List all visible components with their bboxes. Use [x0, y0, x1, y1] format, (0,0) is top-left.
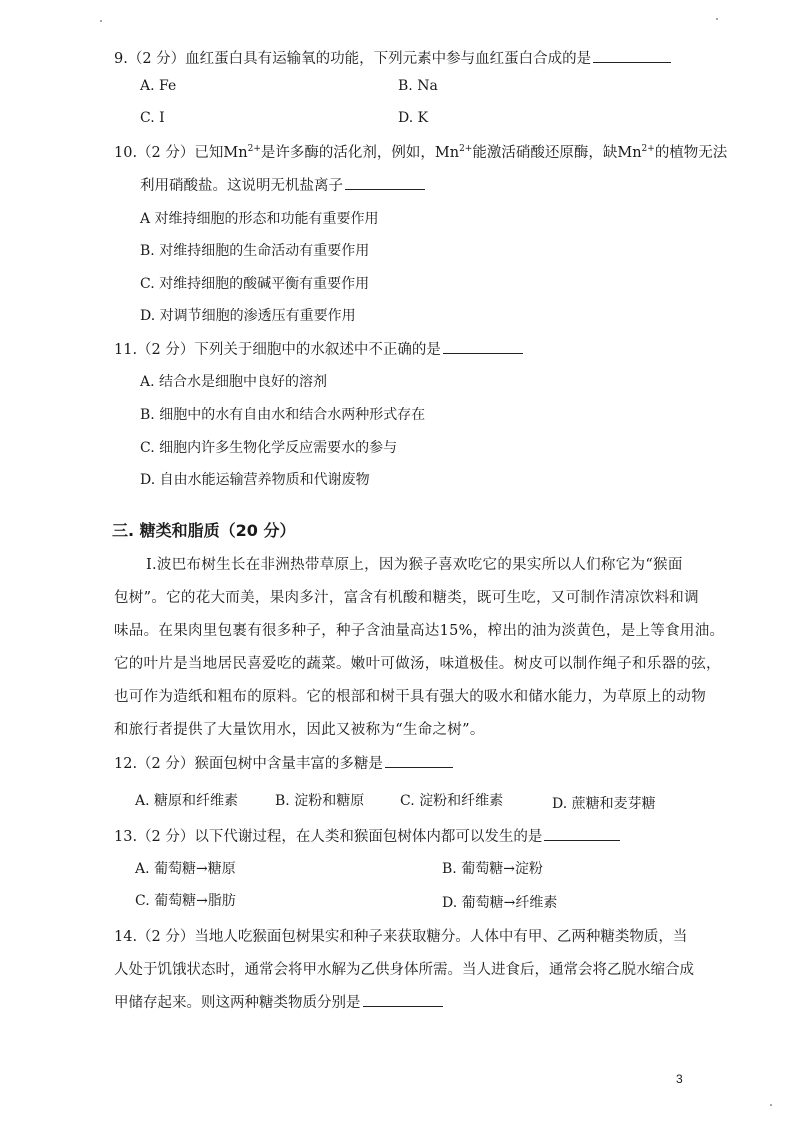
- q13-option-a: A. 葡萄糖→糖原: [135, 861, 236, 877]
- q9-option-c: C. I: [140, 110, 165, 126]
- scan-speck: [716, 18, 718, 20]
- q13-option-d: D. 葡萄糖→纤维素: [442, 895, 558, 911]
- q10-option-b: B. 对维持细胞的生命活动有重要作用: [140, 243, 370, 259]
- question-14-line2: 人处于饥饿状态时，通常会将甲水解为乙供身体所需。当人进食后，通常会将乙脱水缩合成: [114, 962, 694, 978]
- question-11: [114, 338, 523, 359]
- scan-speck: [770, 1104, 772, 1106]
- answer-blank[interactable]: [345, 174, 425, 190]
- scan-speck: [100, 20, 102, 22]
- q12-option-c: C. 淀粉和纤维素: [400, 793, 504, 809]
- q10-stem-line2: 利用硝酸盐。这说明无机盐离子: [140, 178, 343, 194]
- passage-line: 也可作为造纸和粗布的原料。它的根部和树干具有强大的吸水和储水能力，为草原上的动物: [114, 689, 706, 705]
- q9-option-b: B. Na: [398, 78, 438, 94]
- q10-stem-part: 能激活硝酸还原酶，缺Mn: [472, 145, 642, 161]
- question-13: [114, 825, 620, 846]
- q12-option-b: B. 淀粉和糖原: [275, 793, 365, 809]
- passage-line: 包树”。它的花大而美，果肉多汁，富含有机酸和糖类，既可生吃，又可制作清凉饮料和调: [114, 590, 699, 606]
- question-14-line3: [114, 991, 443, 1012]
- page-number: 3: [676, 1072, 683, 1086]
- question-14-line1: 14.（2 分）当地人吃猴面包树果实和种子来获取糖分。人体中有甲、乙两种糖类物质，当: [114, 929, 688, 945]
- question-13-stem: 13.（2 分）以下代谢过程，在人类和猴面包树体内都可以发生的是: [114, 829, 543, 845]
- question-12: [114, 752, 453, 773]
- answer-blank[interactable]: [544, 825, 620, 841]
- question-9-stem: 9.（2 分）血红蛋白具有运输氧的功能，下列元素中参与血红蛋白合成的是: [114, 51, 592, 67]
- q10-option-a: A 对维持细胞的形态和功能有重要作用: [140, 211, 379, 227]
- passage-line: 和旅行者提供了大量饮用水，因此又被称为“生命之树”。: [114, 722, 485, 738]
- question-11-stem: 11.（2 分）下列关于细胞中的水叙述中不正确的是: [114, 342, 441, 358]
- question-14-stem: 甲储存起来。则这两种糖类物质分别是: [114, 995, 361, 1011]
- answer-blank[interactable]: [363, 991, 443, 1007]
- q11-option-a: A. 结合水是细胞中良好的溶剂: [140, 374, 328, 390]
- q11-option-c: C. 细胞内许多生物化学反应需要水的参与: [140, 440, 398, 456]
- q10-option-d: D. 对调节细胞的渗透压有重要作用: [140, 308, 356, 324]
- q9-option-a: A. Fe: [140, 78, 177, 94]
- answer-blank[interactable]: [385, 752, 453, 768]
- q10-stem-part: 10.（2 分）已知Mn: [114, 145, 248, 161]
- q12-option-d: D. 蔗糖和麦芽糖: [552, 796, 656, 812]
- superscript: 2+: [247, 144, 261, 155]
- passage-line: 它的叶片是当地居民喜爱吃的蔬菜。嫩叶可做汤，味道极佳。树皮可以制作绳子和乐器的弦，: [114, 656, 721, 672]
- q9-option-d: D. K: [398, 110, 429, 126]
- question-12-stem: 12.（2 分）猴面包树中含量丰富的多糖是: [114, 756, 383, 772]
- answer-blank[interactable]: [593, 47, 671, 63]
- question-10-line2: [140, 174, 425, 195]
- q11-option-b: B. 细胞中的水有自由水和结合水两种形式存在: [140, 407, 426, 423]
- section-title: 三. 糖类和脂质（20 分）: [112, 521, 296, 540]
- superscript: 2+: [459, 144, 473, 155]
- superscript: 2+: [641, 144, 655, 155]
- answer-blank[interactable]: [443, 338, 523, 354]
- question-9: [114, 47, 671, 68]
- q13-option-c: C. 葡萄糖→脂肪: [135, 893, 236, 909]
- passage-line: Ⅰ.波巴布树生长在非洲热带草原上，因为猴子喜欢吃它的果实所以人们称它为“猴面: [146, 557, 683, 573]
- q10-stem-part: 的植物无法: [654, 145, 728, 161]
- q10-option-c: C. 对维持细胞的酸碱平衡有重要作用: [140, 276, 370, 292]
- passage-line: 味品。在果肉里包裹有很多种子，种子含油量高达15%，榨出的油为淡黄色，是上等食用油。: [114, 623, 725, 639]
- question-10: [114, 141, 727, 162]
- q12-option-a: A. 糖原和纤维素: [135, 793, 239, 809]
- q11-option-d: D. 自由水能运输营养物质和代谢废物: [140, 472, 370, 488]
- q13-option-b: B. 葡萄糖→淀粉: [442, 861, 543, 877]
- q10-stem-part: 是许多酶的活化剂，例如，Mn: [260, 145, 460, 161]
